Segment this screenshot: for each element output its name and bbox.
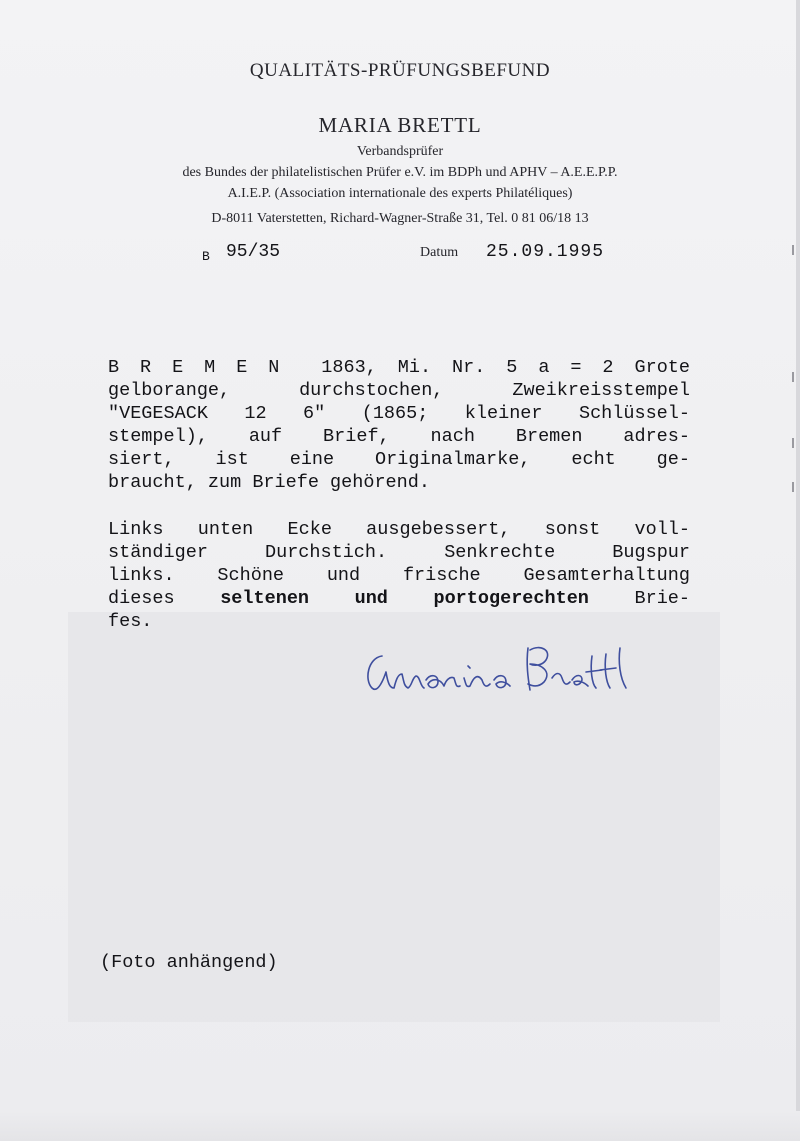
association-line-2: A.I.E.P. (Association internationale des experts Philatéliques) — [227, 186, 573, 201]
text-line: stempel), auf Brief, nach Bremen adres- — [108, 426, 690, 447]
expert-role: Verbandsprüfer — [356, 144, 444, 159]
handwritten-signature — [360, 628, 650, 708]
date-value: 25.09.1995 — [486, 242, 605, 262]
text-line: fes. — [108, 611, 153, 632]
scan-mark — [792, 438, 794, 448]
text-segment: dieses — [108, 588, 221, 609]
assessment-paragraph — [108, 356, 690, 494]
text-line: ständiger Durchstich. Senkrechte Bugspur — [108, 542, 690, 563]
text-line: siert, ist eine Originalmarke, echt ge- — [108, 449, 690, 470]
text-line: braucht, zum Briefe gehörend. — [108, 472, 430, 493]
text-line: links. Schöne und frische Gesamterhaltung — [108, 565, 690, 586]
reference-prefix: B — [202, 249, 210, 264]
emphasized-text: seltenen und portogerechten — [220, 588, 589, 609]
scan-mark — [792, 245, 794, 255]
association-line-1: des Bundes der philatelistischen Prüfer e.V. im BDPh und APHV – A.E.E.P.P. — [182, 165, 618, 180]
text-line: Links unten Ecke ausgebessert, sonst voll- — [108, 519, 690, 540]
condition-paragraph — [108, 518, 690, 633]
date-label: Datum — [420, 245, 459, 260]
expert-name: MARIA BRETTL — [318, 113, 482, 137]
text-segment: Brie- — [588, 588, 690, 609]
reference-number: 95/35 — [226, 242, 281, 262]
scan-mark — [792, 372, 794, 382]
certificate-title: QUALITÄTS-PRÜFUNGSBEFUND — [249, 60, 551, 81]
scan-mark — [792, 482, 794, 492]
text-line — [108, 587, 690, 610]
text-line: B R E M E N 1863, Mi. Nr. 5 a = 2 Grote — [108, 357, 690, 378]
text-line: "VEGESACK 12 6" (1865; kleiner Schlüssel- — [108, 403, 690, 424]
scan-bottom-edge — [0, 1111, 800, 1141]
text-line: gelborange, durchstochen, Zweikreisstempel — [108, 380, 690, 401]
photo-note: (Foto anhängend) — [100, 952, 278, 973]
expert-address: D-8011 Vaterstetten, Richard-Wagner-Straße 31, Tel. 0 81 06/18 13 — [211, 211, 589, 226]
